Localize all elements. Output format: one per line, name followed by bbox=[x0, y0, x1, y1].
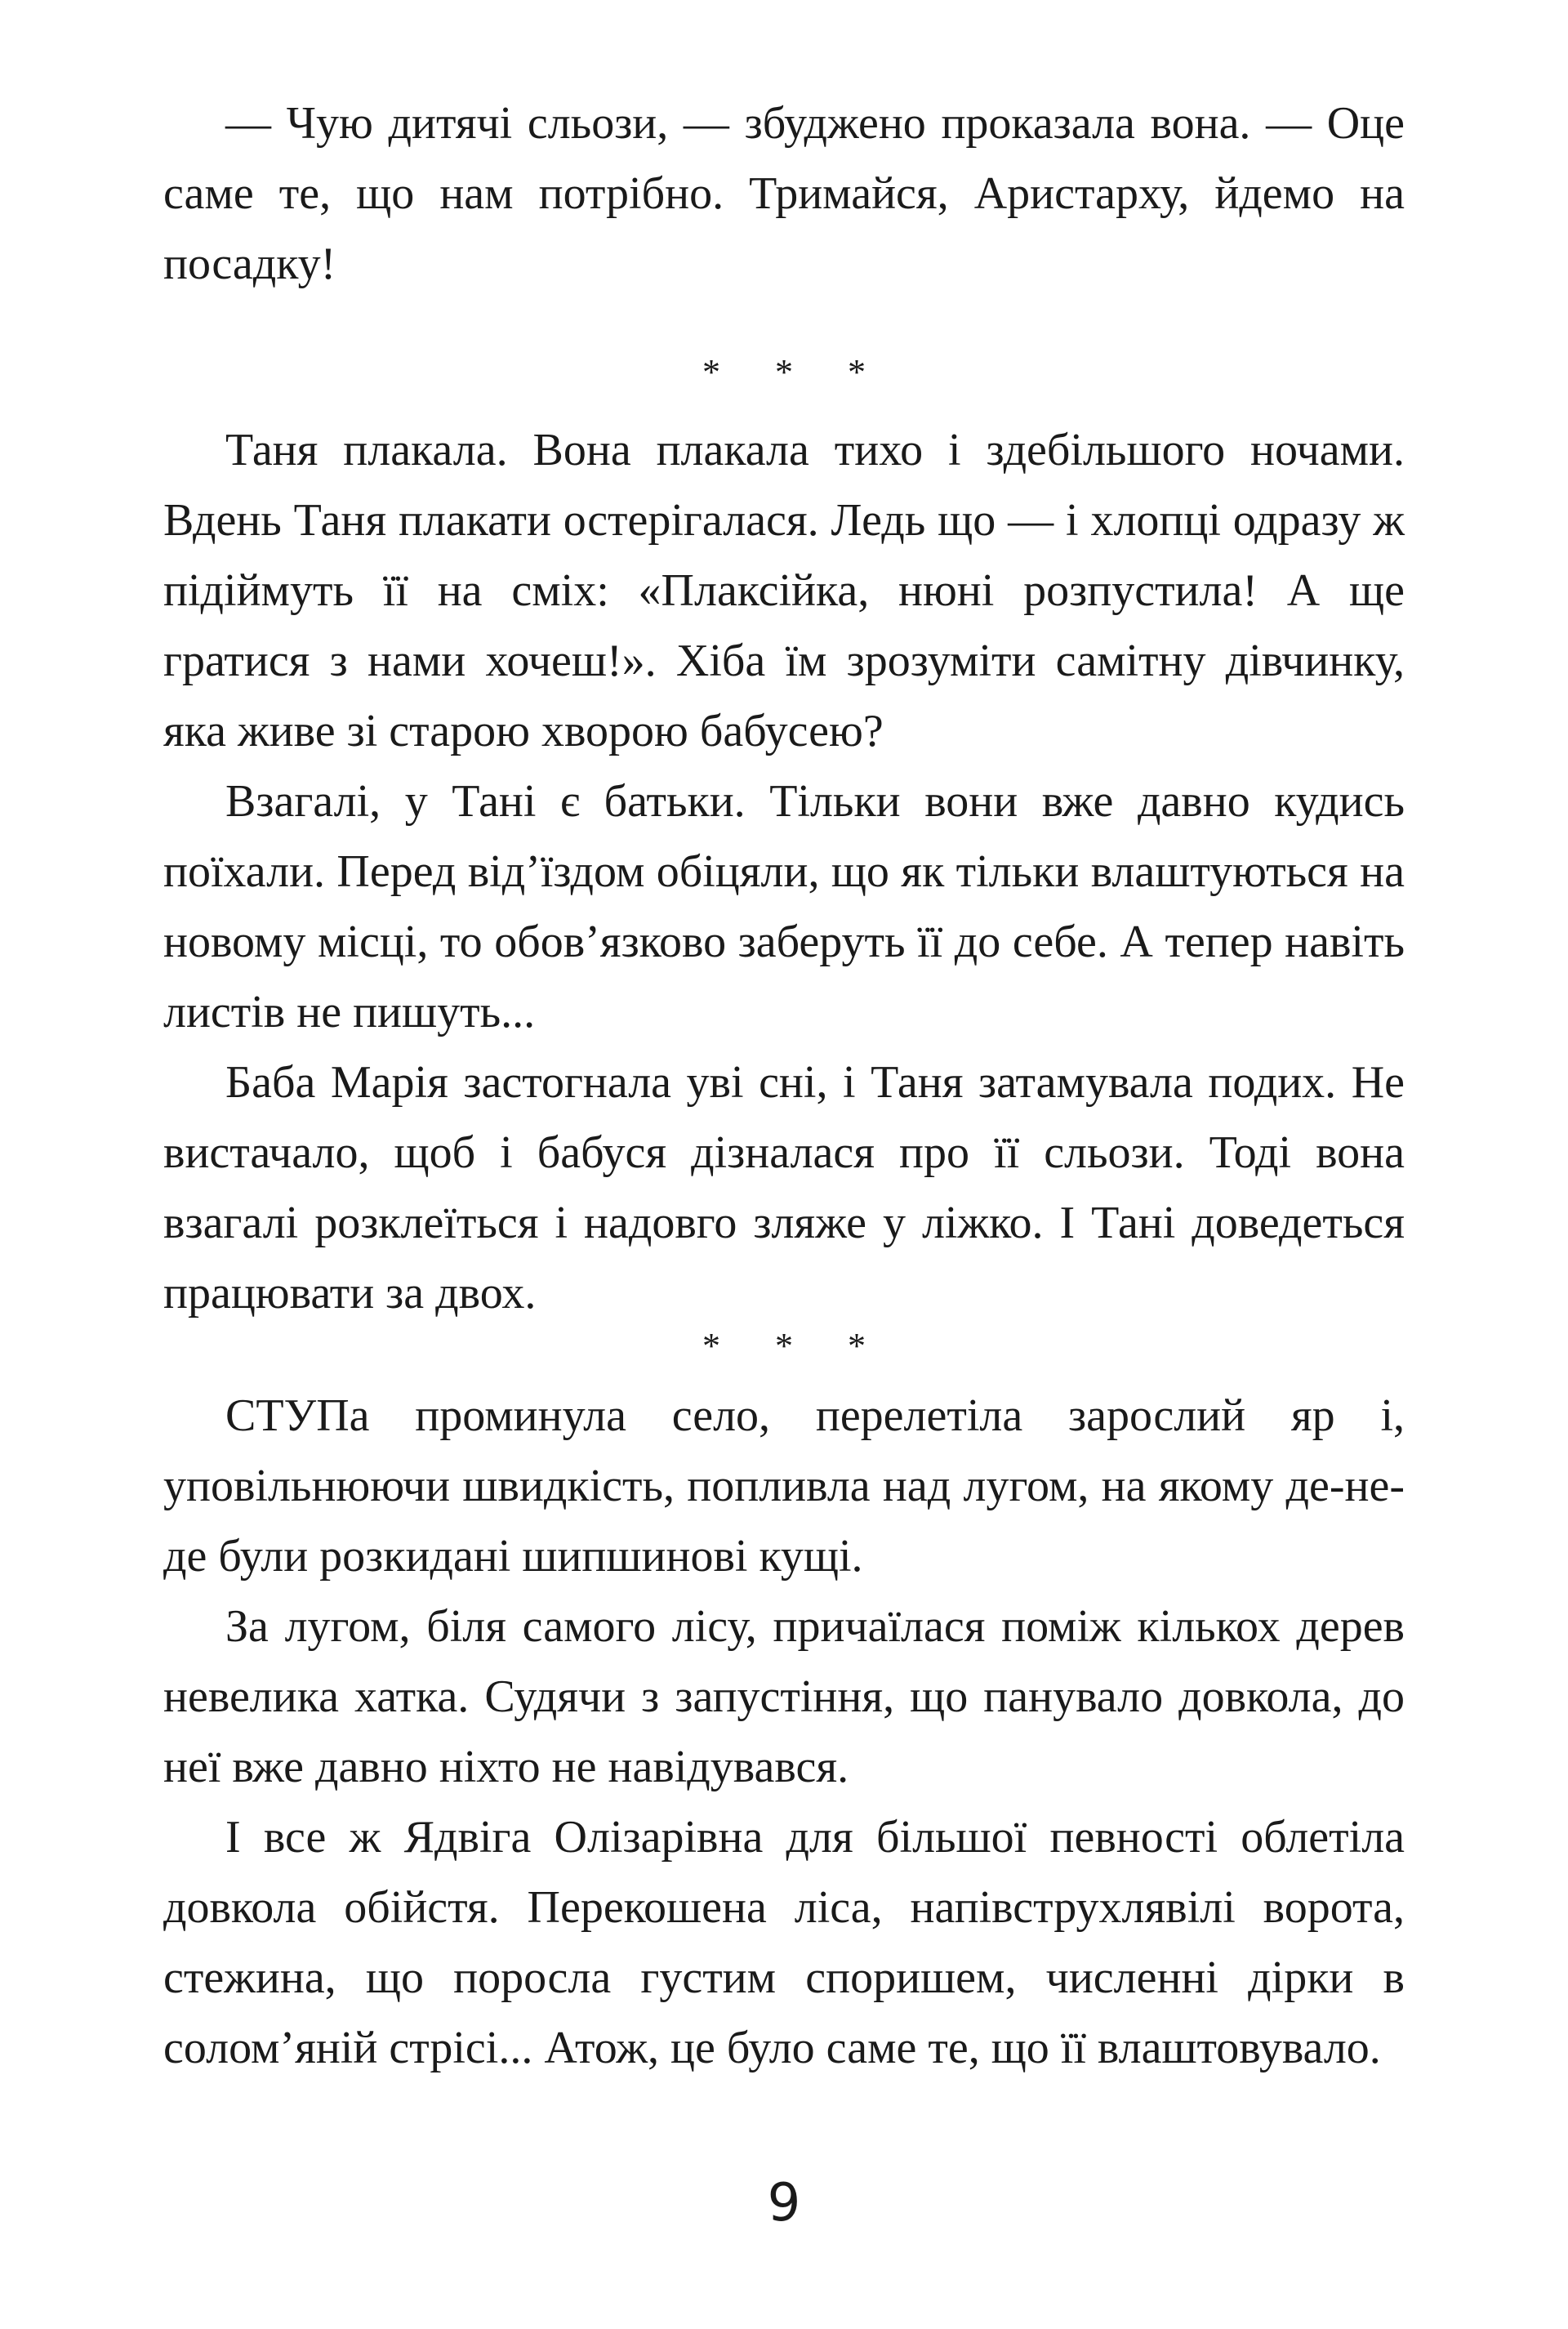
paragraph: СТУПа проминула село, перелетіла зарослий яр і, уповільнюючи швидкість, попливла над лугом, на якому де-не-де були розкидані шипшинові кущі. bbox=[163, 1390, 1405, 1582]
section-3 bbox=[163, 1381, 1405, 2083]
paragraph: Баба Марія застогнала уві сні, і Таня затамувала подих. Не вистачало, щоб і бабуся дізналася про її сльози. Тоді вона взагалі розклеїться і надовго зляже у ліжко. І Тані доведеться працювати за двох. bbox=[163, 1057, 1405, 1318]
section-separator: * * * bbox=[702, 1326, 889, 1366]
paragraph: Взагалі, у Тані є батьки. Тільки вони вже давно кудись поїхали. Перед від’їздом обіцяли, що як тільки влаштуються на новому місці, то обов’язково заберуть її до себе. А тепер навіть листів не пишуть... bbox=[163, 776, 1405, 1037]
paragraph: Таня плакала. Вона плакала тихо і здебільшого ночами. Вдень Таня плакати остерігалася. Ледь що — і хлопці одразу ж підіймуть її на сміх: «Плаксійка, нюні розпустила! А ще гратися з нами хочеш!». Хіба їм зрозуміти самітну дівчинку, яка живе зі старою хворою бабусею? bbox=[163, 425, 1405, 756]
paragraph: І все ж Ядвіга Олізарівна для більшої певності облетіла довкола обійстя. Перекошена ліса, напівструхлявілі ворота, стежина, що поросла густим споришем, численні дірки в солом’яній стрісі... Атож, це було саме те, що її влаштовувало. bbox=[163, 1812, 1405, 2073]
section-1 bbox=[163, 88, 1405, 299]
section-separator: * * * bbox=[702, 352, 889, 392]
paragraph: За лугом, біля самого лісу, причаїлася поміж кількох дерев невелика хатка. Судячи з запустіння, що панувало довкола, до неї вже давно ніхто не навідувався. bbox=[163, 1601, 1405, 1792]
paragraph: — Чую дитячі сльози, — збуджено проказала вона. — Оце саме те, що нам потрібно. Тримайся, Аристарху, йдемо на посадку! bbox=[163, 98, 1405, 289]
section-2 bbox=[163, 415, 1405, 1328]
page-number: 9 bbox=[767, 2173, 801, 2233]
